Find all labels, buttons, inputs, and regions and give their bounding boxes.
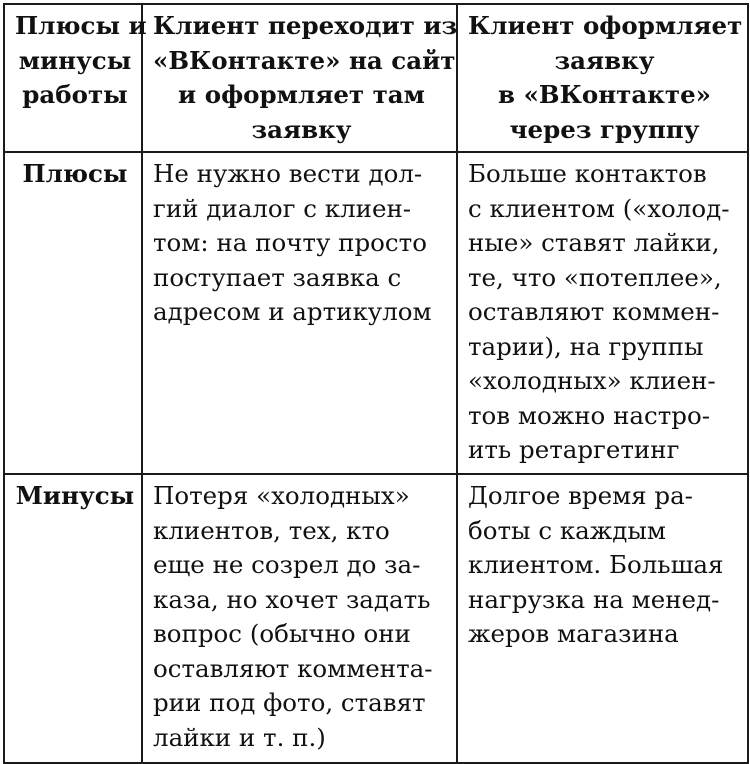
cell-line: поступает заявка с: [153, 262, 402, 292]
cell-line: Долгое время ра-: [468, 481, 693, 510]
cell-line: те, что «потеплее»,: [468, 262, 722, 292]
cell-line: с клиентом («холод-: [468, 193, 730, 223]
header-row: [4, 4, 748, 152]
cell-line: клиентом. Большая: [468, 550, 724, 579]
header-line: заявку: [251, 114, 352, 144]
header-line: заявку: [554, 45, 655, 75]
table-row-cons: [4, 474, 748, 763]
header-cell-site-order: [142, 4, 457, 152]
header-cell-pros-cons: [4, 4, 147, 152]
cell-line: нагрузка на менед-: [468, 584, 720, 614]
cell-pros-site: [142, 152, 457, 474]
row-label-pros: [4, 152, 142, 474]
header-line: и оформляет там: [178, 80, 425, 109]
cell-line: лайки и т. п.): [153, 722, 326, 752]
header-line: Клиент оформляет: [468, 11, 743, 40]
cell-line: тов можно настро-: [468, 400, 711, 430]
cell-pros-group: [457, 152, 748, 474]
cell-line: тарии), на группы: [468, 331, 704, 361]
cell-line: жеров магазина: [468, 619, 679, 648]
cell-line: Больше контактов: [468, 159, 707, 188]
cell-line: рии под фото, ставят: [153, 688, 426, 717]
cell-line: ные» ставят лайки,: [468, 228, 720, 257]
row-label-cons: [4, 474, 142, 763]
header-cell-group-order: [457, 4, 748, 152]
header-line: Клиент переходит из: [153, 11, 458, 40]
header-line: работы: [22, 80, 128, 109]
cell-line: гий диалог с клиен-: [153, 193, 412, 223]
cell-cons-site: [142, 474, 457, 763]
cell-line: адресом и артикулом: [153, 297, 432, 326]
cell-line: клиентов, тех, кто: [153, 515, 390, 545]
header-line: «ВКонтакте» на сайт: [153, 45, 456, 75]
cell-line: оставляют коммента-: [153, 653, 433, 683]
header-line: в «ВКонтакте»: [498, 80, 711, 109]
header-line: через группу: [509, 114, 700, 144]
cell-line: каза, но хочет задать: [153, 584, 431, 614]
cell-line: Потеря «холодных»: [153, 481, 410, 510]
cell-line: оставляют коммен-: [468, 297, 720, 326]
cell-cons-group: [457, 474, 748, 763]
cell-line: Не нужно вести дол-: [153, 159, 423, 188]
row-label-text: Минусы: [15, 481, 135, 510]
row-label-text: Плюсы: [22, 159, 128, 188]
comparison-table: [3, 3, 749, 764]
cell-line: ить ретаргетинг: [468, 435, 680, 464]
header-line: минусы: [18, 45, 132, 75]
table-row-pros: [4, 152, 748, 474]
cell-line: боты с каждым: [468, 515, 666, 545]
cell-line: «холодных» клиен-: [468, 366, 716, 395]
cell-line: еще не созрел до за-: [153, 550, 421, 579]
cell-line: вопрос (обычно они: [153, 619, 411, 648]
header-line: Плюсы и: [15, 11, 147, 40]
cell-line: том: на почту просто: [153, 228, 427, 257]
